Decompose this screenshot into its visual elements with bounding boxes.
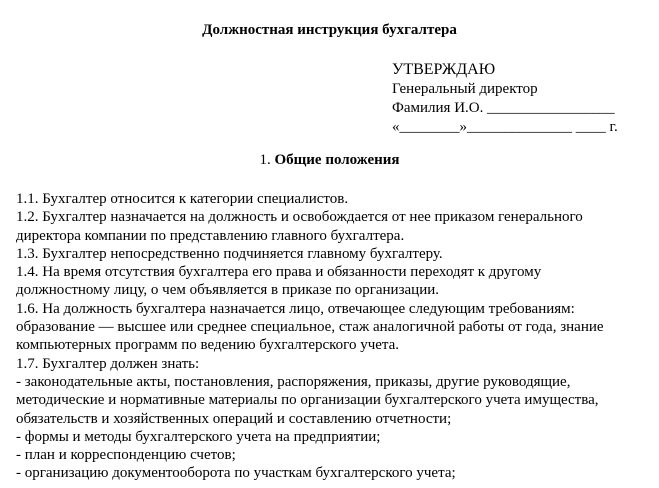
- body-line: 1.2. Бухгалтер назначается на должность и освобождается от нее приказом генерального: [16, 209, 583, 226]
- section-title: Общие положения: [274, 152, 400, 168]
- approval-position: Генеральный директор: [392, 81, 538, 97]
- body-line: методические и нормативные материалы по организации бухгалтерского учета имущества,: [16, 392, 599, 409]
- body-line: директора компании по представлению главного бухгалтера.: [16, 227, 405, 244]
- body-line: - план и корреспонденцию счетов;: [16, 447, 236, 464]
- body-line: 1.3. Бухгалтер непосредственно подчиняется главному бухгалтеру.: [16, 245, 443, 262]
- body-line: 1.6. На должность бухгалтера назначается лицо, отвечающее следующим требованиям:: [16, 300, 575, 317]
- approval-heading: УТВЕРЖДАЮ: [392, 61, 496, 78]
- body-line: должностному лицу, о чем объявляется в приказе по организации.: [16, 282, 439, 299]
- body-line: обязательств и хозяйственных операций и составлению отчетности;: [16, 410, 452, 427]
- body-line: 1.4. На время отсутствия бухгалтера его права и обязанности переходят к другому: [16, 264, 542, 281]
- body-line: компьютерных программ по ведению бухгалтерского учета.: [16, 337, 400, 354]
- body-line: 1.1. Бухгалтер относится к категории специалистов.: [16, 191, 349, 207]
- section-heading: [0, 152, 659, 169]
- body-line: - формы и методы бухгалтерского учета на предприятии;: [16, 428, 381, 445]
- document-title: Должностная инструкция бухгалтера: [202, 22, 457, 38]
- section-number: 1.: [259, 152, 275, 168]
- body-line: образование — высшее или среднее специальное, стаж аналогичной работы от года, знание: [16, 319, 604, 336]
- body-line: 1.7. Бухгалтер должен знать:: [16, 355, 200, 372]
- approval-date-line: «________»______________ ____ г.: [392, 119, 618, 135]
- document-body: [16, 190, 656, 483]
- approval-name-line: Фамилия И.О. _________________: [392, 100, 615, 116]
- body-line: - законодательные акты, постановления, распоряжения, приказы, другие руководящие,: [16, 373, 571, 390]
- body-line: - организацию документооборота по участкам бухгалтерского учета;: [16, 465, 456, 482]
- approval-block: [392, 60, 618, 137]
